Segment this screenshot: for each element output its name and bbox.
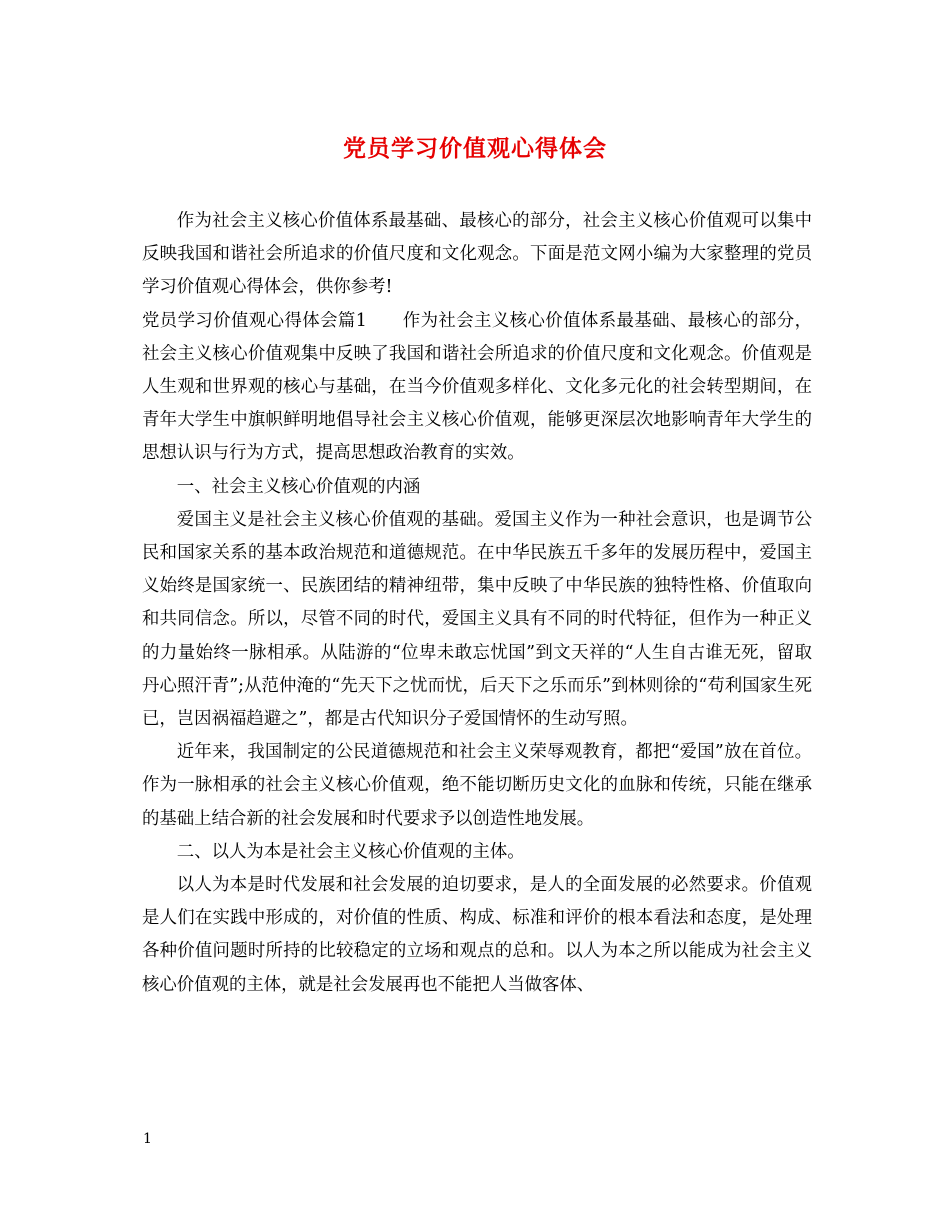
section-one-heading: 一、社会主义核心价值观的内涵 [176,476,421,497]
document-body [142,205,812,1002]
document-title: 党员学习价值观心得体会 [343,135,607,162]
page-number: 1 [143,1131,152,1147]
section-two-heading: 二、以人为本是社会主义核心价值观的主体。 [176,841,525,862]
intro-paragraph: 作为社会主义核心价值体系最基础、最核心的部分，社会主义核心价值观可以集中反映我国和谐社会所追求的价值尺度和文化观念。下面是范文网小编为大家整理的党员学习价值观心得体会，供你参考! [142,211,812,298]
recent-years-paragraph: 近年来，我国制定的公民道德规范和社会主义荣辱观教育，都把“爱国”放在首位。作为一脉相承的社会主义核心价值观，绝不能切断历史文化的血脉和传统，只能在继承的基础上结合新的社会发展和时代要求予以创造性地发展。 [142,742,812,829]
people-oriented-paragraph: 以人为本是时代发展和社会发展的迫切要求，是人的全面发展的必然要求。价值观是人们在实践中形成的，对价值的性质、构成、标准和评价的根本看法和态度，是处理各种价值问题时所持的比较稳定的立场和观点的总和。以人为本之所以能成为社会主义核心价值观的主体，就是社会发展再也不能把人当做客体、 [142,875,812,995]
patriotism-paragraph: 爱国主义是社会主义核心价值观的基础。爱国主义作为一种社会意识，也是调节公民和国家关系的基本政治规范和道德规范。在中华民族五千多年的发展历程中，爱国主义始终是国家统一、民族团结的精神纽带，集中反映了中华民族的独特性格、价值取向和共同信念。所以，尽管不同的时代，爱国主义具有不同的时代特征，但作为一种正义的力量始终一脉相承。从陆游的“位卑未敢忘忧国”到文天祥的“人生自古谁无死，留取丹心照汗青”;从范仲淹的“先天下之忧而忧，后天下之乐而乐”到林则徐的“苟利国家生死已，岂因祸福趋避之”，都是古代知识分子爱国情怀的生动写照。 [142,509,812,730]
section-heading-paragraph: 党员学习价值观心得体会篇1 作为社会主义核心价值体系最基础、最核心的部分，社会主义核心价值观集中反映了我国和谐社会所追求的价值尺度和文化观念。价值观是人生观和世界观的核心与基础，在当今价值观多样化、文化多元化的社会转型期间，在青年大学生中旗帜鲜明地倡导社会主义核心价值观，能够更深层次地影响青年大学生的思想认识与行为方式，提高思想政治教育的实效。 [142,310,812,464]
